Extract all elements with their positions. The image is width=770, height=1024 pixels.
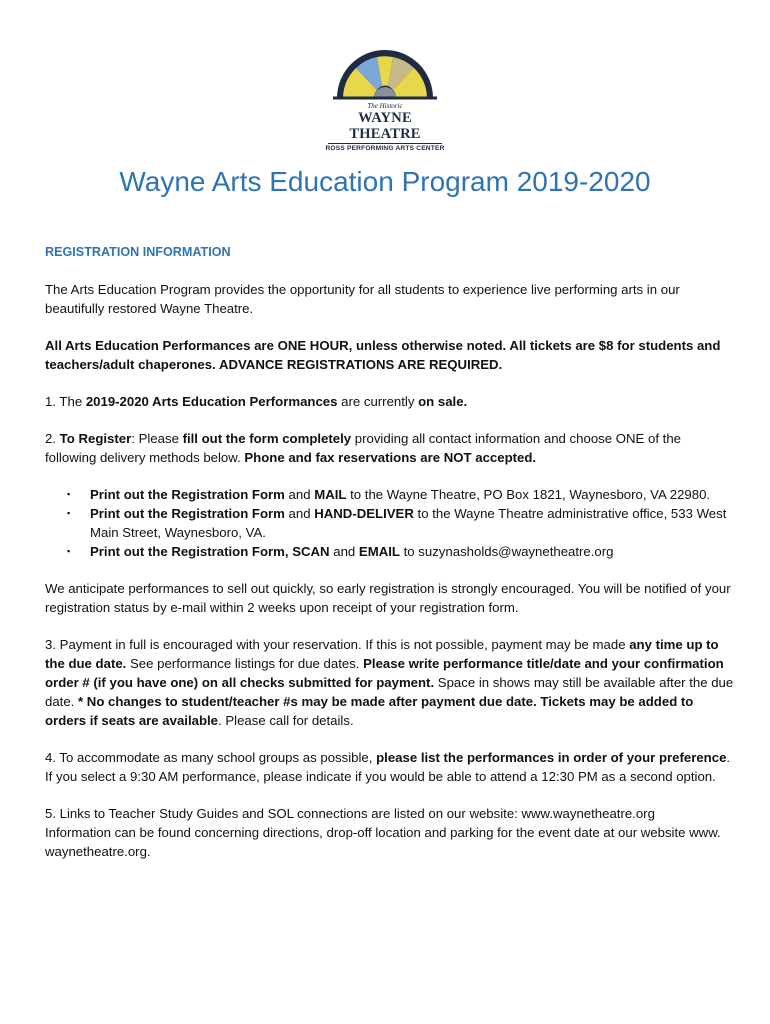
- bullet-bold: MAIL: [314, 487, 347, 502]
- item-2-text: providing all contact information and choose ONE of the following delivery methods below.: [45, 431, 681, 465]
- item-4-paragraph: [45, 748, 735, 786]
- item-3-text: 3. Payment in full is encouraged with your reservation. If this is not possible, payment may be made: [45, 637, 630, 652]
- page-title: Wayne Arts Education Program 2019-2020: [119, 166, 651, 197]
- delivery-methods-list: [45, 485, 735, 561]
- item-5-paragraph: [45, 804, 735, 861]
- logo-subtitle-text: ROSS PERFORMING ARTS CENTER: [325, 145, 445, 152]
- bullet-bold: EMAIL: [358, 544, 400, 559]
- anticipate-paragraph: We anticipate performances to sell out quickly, so early registration is strongly encouraged. You will be notified of your registration status by e-mail within 2 weeks upon receipt of your registration form.: [45, 581, 731, 615]
- stained-glass-arch-icon: [333, 44, 437, 100]
- bullet-text: to the Wayne Theatre administrative office, 533 West Main Street, Waynesboro, VA.: [90, 506, 727, 540]
- item-1-bold: on sale.: [418, 394, 468, 409]
- bullet-bold: Print out the Registration Form: [90, 506, 285, 521]
- bullet-square-icon: ▪: [67, 508, 71, 518]
- item-3-bold: * No changes to student/teacher #s may be made after payment due date. Tickets may be added to orders if seats are available: [45, 694, 694, 728]
- item-5-text: 5. Links to Teacher Study Guides and SOL connections are listed on our website: www.waynetheatre.org: [45, 806, 655, 821]
- item-4-bold: please list the performances in order of your preference: [376, 750, 727, 765]
- item-3-paragraph: [45, 635, 735, 730]
- item-3-text: Space in shows may still be available after the due date.: [45, 675, 734, 709]
- wayne-theatre-logo: [320, 44, 450, 154]
- item-1-text: 1. The: [45, 394, 86, 409]
- list-item: [45, 504, 735, 542]
- item-2-bold: To Register: [59, 431, 132, 446]
- item-4-text: 4. To accommodate as many school groups as possible,: [45, 750, 377, 765]
- document-body: [45, 243, 735, 879]
- item-4-text: . If you select a 9:30 AM performance, please indicate if you would be able to attend a 12:30 PM as a second option.: [45, 750, 731, 784]
- item-3-bold: Please write performance title/date and your confirmation order # (if you have one) on all checks submitted for payment.: [45, 656, 724, 690]
- item-2-bold: fill out the form completely: [182, 431, 352, 446]
- bullet-text: and: [329, 544, 359, 559]
- item-1-text: are currently: [337, 394, 419, 409]
- list-item: [45, 485, 735, 504]
- intro-paragraph: The Arts Education Program provides the opportunity for all students to experience live performing arts in our beautifully restored Wayne Theatre.: [45, 282, 680, 316]
- logo-name-text: WAYNE THEATRE: [328, 110, 442, 144]
- performance-notice-text: All Arts Education Performances are ONE HOUR, unless otherwise noted. All tickets are $8 for students and teachers/adult chaperones. ADVANCE REGISTRATIONS ARE REQUIRED.: [45, 338, 721, 372]
- item-1-bold: 2019-2020 Arts Education Performances: [85, 394, 338, 409]
- bullet-bold: Print out the Registration Form, SCAN: [90, 544, 330, 559]
- bullet-bold: HAND-DELIVER: [314, 506, 414, 521]
- bullet-text: and: [284, 506, 315, 521]
- bullet-text: and: [284, 487, 315, 502]
- bullet-square-icon: ▪: [67, 546, 71, 556]
- item-3-bold: any time up to the due date.: [45, 637, 719, 671]
- list-item: [45, 542, 735, 561]
- item-5-text: Information can be found concerning directions, drop-off location and parking for the event date at our website www. waynetheatre.org.: [45, 825, 721, 859]
- item-2-text: : Please: [131, 431, 183, 446]
- item-3-text: . Please call for details.: [218, 713, 354, 728]
- logo-historic-text: The Historic: [367, 102, 403, 110]
- bullet-text: to suzynasholds@waynetheatre.org: [399, 544, 614, 559]
- bullet-text: to the Wayne Theatre, PO Box 1821, Waynesboro, VA 22980.: [346, 487, 711, 502]
- section-heading: REGISTRATION INFORMATION: [45, 245, 231, 259]
- item-3-text: See performance listings for due dates.: [126, 656, 364, 671]
- item-2-text: 2.: [45, 431, 60, 446]
- item-2-bold: Phone and fax reservations are NOT accepted.: [244, 450, 537, 465]
- bullet-bold: Print out the Registration Form: [90, 487, 285, 502]
- item-1-paragraph: [45, 392, 735, 411]
- bullet-square-icon: ▪: [67, 489, 71, 499]
- item-2-paragraph: [45, 429, 735, 467]
- performance-notice: [45, 336, 735, 374]
